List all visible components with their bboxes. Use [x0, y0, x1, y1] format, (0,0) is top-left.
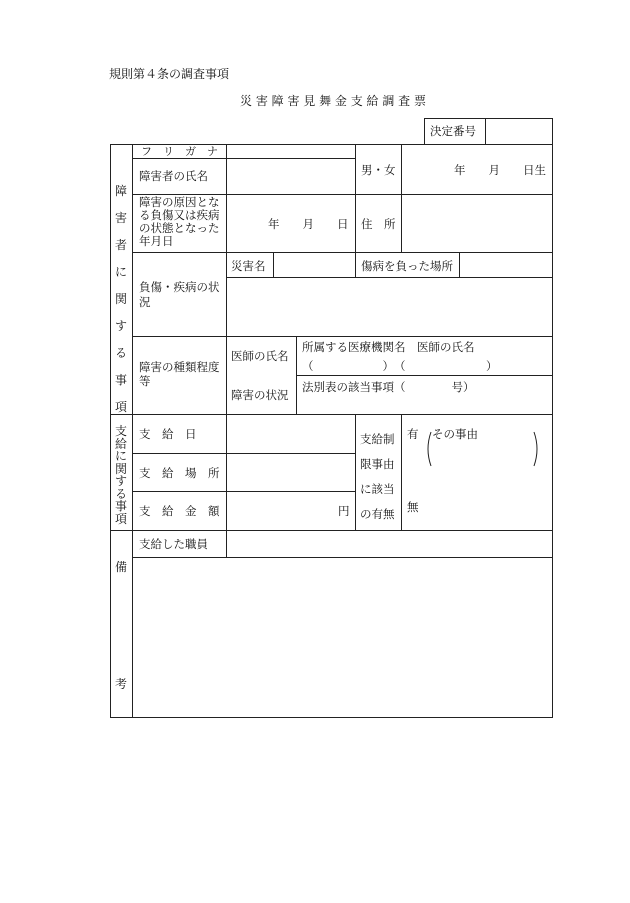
yen-unit: 円: [338, 504, 350, 518]
birthdate-field[interactable]: 年 月 日生: [454, 163, 546, 177]
injury-place-label: 傷病を負った場所: [361, 259, 453, 273]
institution-header: 所属する医療機関名 医師の氏名: [302, 340, 475, 354]
disability-status-label: 障害の状況: [231, 388, 289, 402]
restriction-label: 支給制限事由に該当の有無: [360, 432, 395, 521]
disability-type-label: 障害の種類程度等: [139, 360, 220, 388]
payment-place-label: 支 給 場 所: [139, 466, 220, 480]
restriction-reason-field[interactable]: [436, 444, 531, 464]
address-field[interactable]: [404, 198, 550, 250]
injury-place-field[interactable]: [462, 255, 550, 275]
cause-date-field[interactable]: 年 月 日: [268, 217, 349, 231]
person-section-label: 障害者に関する事項: [114, 184, 127, 414]
cause-date-label: 障害の原因となる負傷又は疾病の状態となった年月日: [139, 195, 220, 248]
payment-date-field[interactable]: [229, 417, 353, 451]
form-title: 災 害 障 害 見 舞 金 支 給 調 査 票: [240, 94, 426, 108]
payment-amount-field[interactable]: [229, 494, 339, 528]
address-label: 住 所: [361, 217, 396, 231]
person-name-field[interactable]: [229, 162, 353, 192]
injury-status-field[interactable]: [229, 280, 550, 334]
injury-status-label: 負傷・疾病の状況: [139, 280, 220, 309]
payment-section-label: 支給に関する事項: [114, 424, 127, 526]
furigana-label: フ リ ガ ナ: [141, 145, 218, 158]
staff-field[interactable]: [229, 533, 550, 555]
furigana-field[interactable]: [229, 146, 353, 157]
decision-number-field[interactable]: [488, 124, 550, 140]
disaster-name-field[interactable]: [276, 255, 353, 275]
payment-amount-label: 支 給 金 額: [139, 504, 220, 518]
payment-place-field[interactable]: [229, 456, 353, 489]
remarks-label-1: 備: [115, 560, 128, 574]
disaster-name-label: 災害名: [231, 259, 266, 273]
person-name-label: 障害者の氏名: [139, 169, 208, 183]
staff-label: 支給した職員: [139, 537, 208, 551]
remarks-label-2: 考: [115, 677, 128, 691]
restriction-reason-label: その事由: [432, 427, 478, 441]
annex-item-field[interactable]: 法別表の該当事項（ 号）: [302, 380, 475, 394]
restriction-yes-option[interactable]: 有: [407, 427, 419, 441]
restriction-no-option[interactable]: 無: [407, 500, 419, 514]
remarks-field[interactable]: [135, 560, 550, 715]
institution-doctor-field[interactable]: （ ） （ ）: [302, 359, 498, 373]
regulation-reference: 規則第４条の調査事項: [109, 67, 230, 81]
payment-date-label: 支 給 日: [139, 427, 197, 441]
doctor-name-label: 医師の氏名: [231, 349, 289, 363]
sex-selector[interactable]: 男・女: [361, 163, 396, 177]
decision-number-label: 決定番号: [430, 124, 476, 138]
